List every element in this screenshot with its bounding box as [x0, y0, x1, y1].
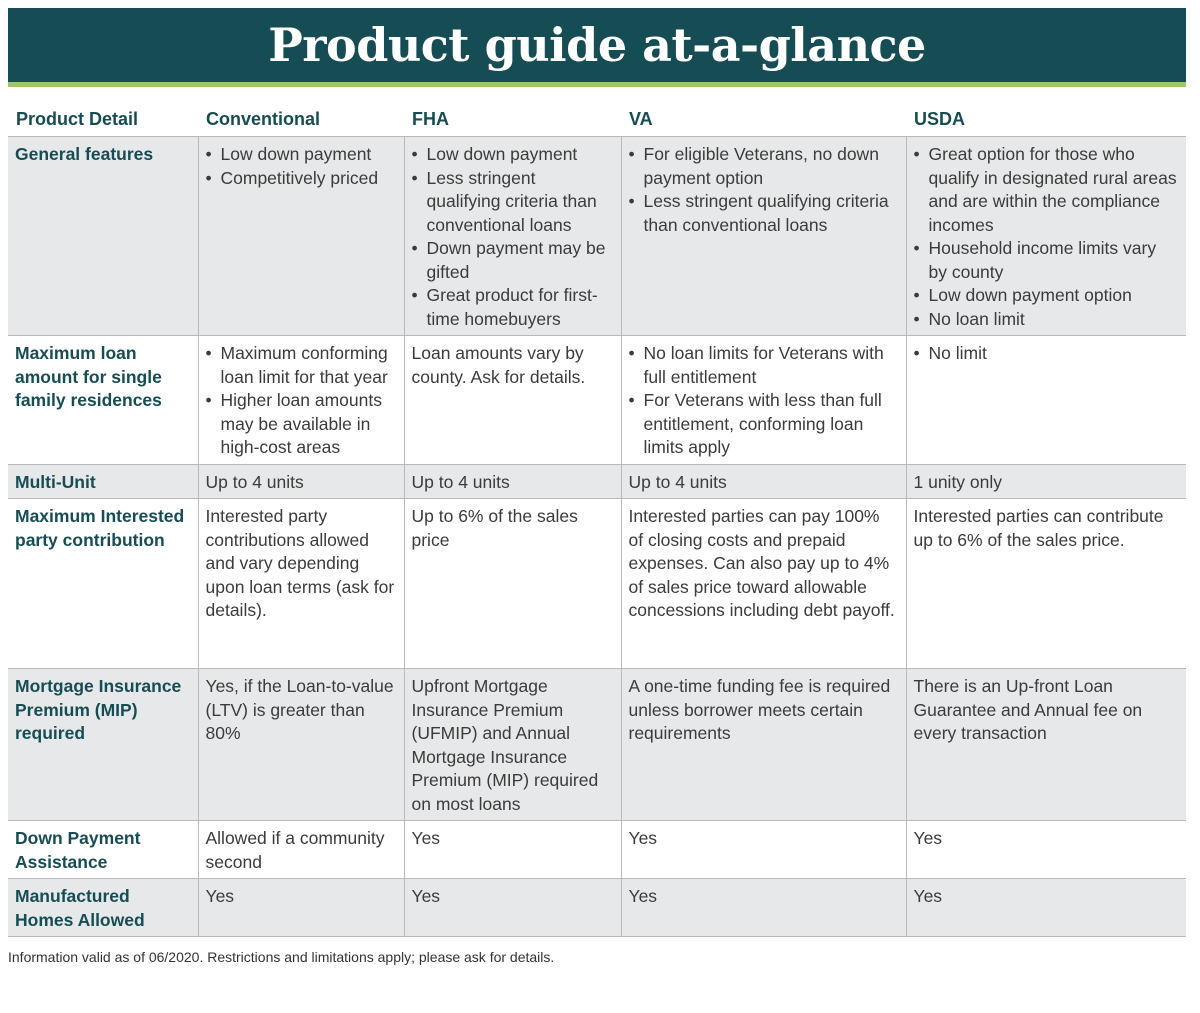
cell-fha: [404, 336, 621, 465]
bullet-item: • Low down payment: [412, 143, 614, 167]
cell-va: [621, 669, 906, 821]
column-header-fha: FHA: [404, 104, 621, 137]
cell-text: Yes: [628, 828, 658, 848]
cell-usda: [906, 137, 1186, 336]
cell-text: There is an Up-front Loan Guarantee and Annual fee on every transaction: [913, 676, 1143, 743]
bullet-list: [412, 143, 614, 331]
header-row: [8, 104, 1186, 137]
bullet-item: • Household income limits vary by county: [914, 237, 1180, 284]
cell-usda: [906, 821, 1186, 879]
row-label: Maximum loan amount for single family residences: [8, 336, 198, 465]
cell-conventional: [198, 464, 404, 499]
bullet-item: • Competitively priced: [206, 167, 397, 191]
cell-fha: [404, 464, 621, 499]
bullet-item: • For eligible Veterans, no down payment option: [629, 143, 899, 190]
bullet-list: [629, 143, 899, 237]
bullet-item: • Less stringent qualifying criteria than conventional loans: [629, 190, 899, 237]
bullet-item: • Great product for first-time homebuyers: [412, 284, 614, 331]
cell-va: [621, 336, 906, 465]
cell-usda: [906, 879, 1186, 937]
bullet-item: • Low down payment: [206, 143, 397, 167]
row-label: Multi-Unit: [8, 464, 198, 499]
cell-va: [621, 879, 906, 937]
table-row: [8, 464, 1186, 499]
cell-usda: [906, 499, 1186, 669]
cell-usda: [906, 464, 1186, 499]
cell-text: Interested party contributions allowed and vary depending upon loan terms (ask for details).: [205, 506, 395, 620]
cell-text: Up to 4 units: [205, 471, 304, 492]
cell-conventional: [198, 499, 404, 669]
footnote: Information valid as of 06/2020. Restrictions and limitations apply; please ask for details.: [8, 949, 555, 965]
bullet-list: [629, 342, 899, 460]
cell-text: Yes, if the Loan-to-value (LTV) is greater than 80%: [205, 676, 394, 743]
table-row: [8, 821, 1186, 879]
table-row: [8, 499, 1186, 669]
cell-text: 1 unity only: [913, 471, 1003, 492]
cell-va: [621, 137, 906, 336]
cell-text: A one-time funding fee is required unless borrower meets certain requirements: [628, 676, 891, 743]
bullet-item: • Higher loan amounts may be available in high-cost areas: [206, 389, 397, 460]
bullet-item: • For Veterans with less than full entitlement, conforming loan limits apply: [629, 389, 899, 460]
cell-text: Up to 6% of the sales price: [411, 506, 578, 550]
cell-text: Yes: [205, 886, 235, 906]
cell-text: Up to 4 units: [411, 471, 510, 492]
bullet-list: [914, 342, 1180, 366]
column-header-usda: USDA: [906, 104, 1186, 137]
row-label: Manufactured Homes Allowed: [8, 879, 198, 937]
row-label: Maximum Interested party contribution: [8, 499, 198, 669]
cell-conventional: [198, 821, 404, 879]
bullet-item: • Low down payment option: [914, 284, 1180, 308]
cell-text: Yes: [913, 886, 943, 906]
bullet-item: • Down payment may be gifted: [412, 237, 614, 284]
row-label: Down Payment Assistance: [8, 821, 198, 879]
bullet-item: • No loan limits for Veterans with full entitlement: [629, 342, 899, 389]
cell-text: Up to 4 units: [628, 471, 727, 492]
cell-conventional: [198, 137, 404, 336]
column-header-va: VA: [621, 104, 906, 137]
table-row: [8, 336, 1186, 465]
bullet-list: [206, 342, 397, 460]
cell-text: Upfront Mortgage Insurance Premium (UFMIP) and Annual Mortgage Insurance Premium (MIP) required on most loans: [411, 676, 599, 814]
cell-va: [621, 499, 906, 669]
cell-fha: [404, 499, 621, 669]
cell-text: Interested parties can pay 100% of closing costs and prepaid expenses. Can also pay up to 4% of sales price toward allowable concessions including debt payoff.: [628, 506, 895, 620]
bullet-item: • No loan limit: [914, 308, 1180, 332]
cell-conventional: [198, 336, 404, 465]
bullet-item: • Great option for those who qualify in designated rural areas and are within the compliance incomes: [914, 143, 1180, 237]
bullet-item: • No limit: [914, 342, 1180, 366]
cell-text: Allowed if a community second: [205, 828, 385, 872]
page-title: Product guide at-a-glance: [268, 18, 926, 72]
cell-fha: [404, 879, 621, 937]
table-row: [8, 669, 1186, 821]
row-label: Mortgage Insurance Premium (MIP) required: [8, 669, 198, 821]
cell-va: [621, 821, 906, 879]
cell-usda: [906, 669, 1186, 821]
cell-text: Yes: [411, 886, 441, 906]
cell-text: Yes: [913, 828, 943, 848]
row-label: General features: [8, 137, 198, 336]
cell-conventional: [198, 879, 404, 937]
column-header-product-detail: Product Detail: [8, 104, 198, 137]
column-header-conventional: Conventional: [198, 104, 404, 137]
cell-text: Loan amounts vary by county. Ask for details.: [411, 343, 586, 387]
cell-text: Yes: [411, 828, 441, 848]
product-comparison-table: [8, 104, 1186, 937]
cell-text: Yes: [628, 886, 658, 906]
cell-conventional: [198, 669, 404, 821]
cell-fha: [404, 821, 621, 879]
bullet-item: • Maximum conforming loan limit for that year: [206, 342, 397, 389]
title-banner: [8, 8, 1186, 87]
cell-va: [621, 464, 906, 499]
bullet-list: [206, 143, 397, 190]
bullet-item: • Less stringent qualifying criteria than conventional loans: [412, 167, 614, 238]
cell-fha: [404, 669, 621, 821]
cell-text: Interested parties can contribute up to 6% of the sales price.: [913, 506, 1164, 550]
cell-fha: [404, 137, 621, 336]
cell-usda: [906, 336, 1186, 465]
table-row: [8, 879, 1186, 937]
bullet-list: [914, 143, 1180, 331]
table-header: [8, 104, 1186, 137]
table-body: [8, 137, 1186, 937]
table-row: [8, 137, 1186, 336]
